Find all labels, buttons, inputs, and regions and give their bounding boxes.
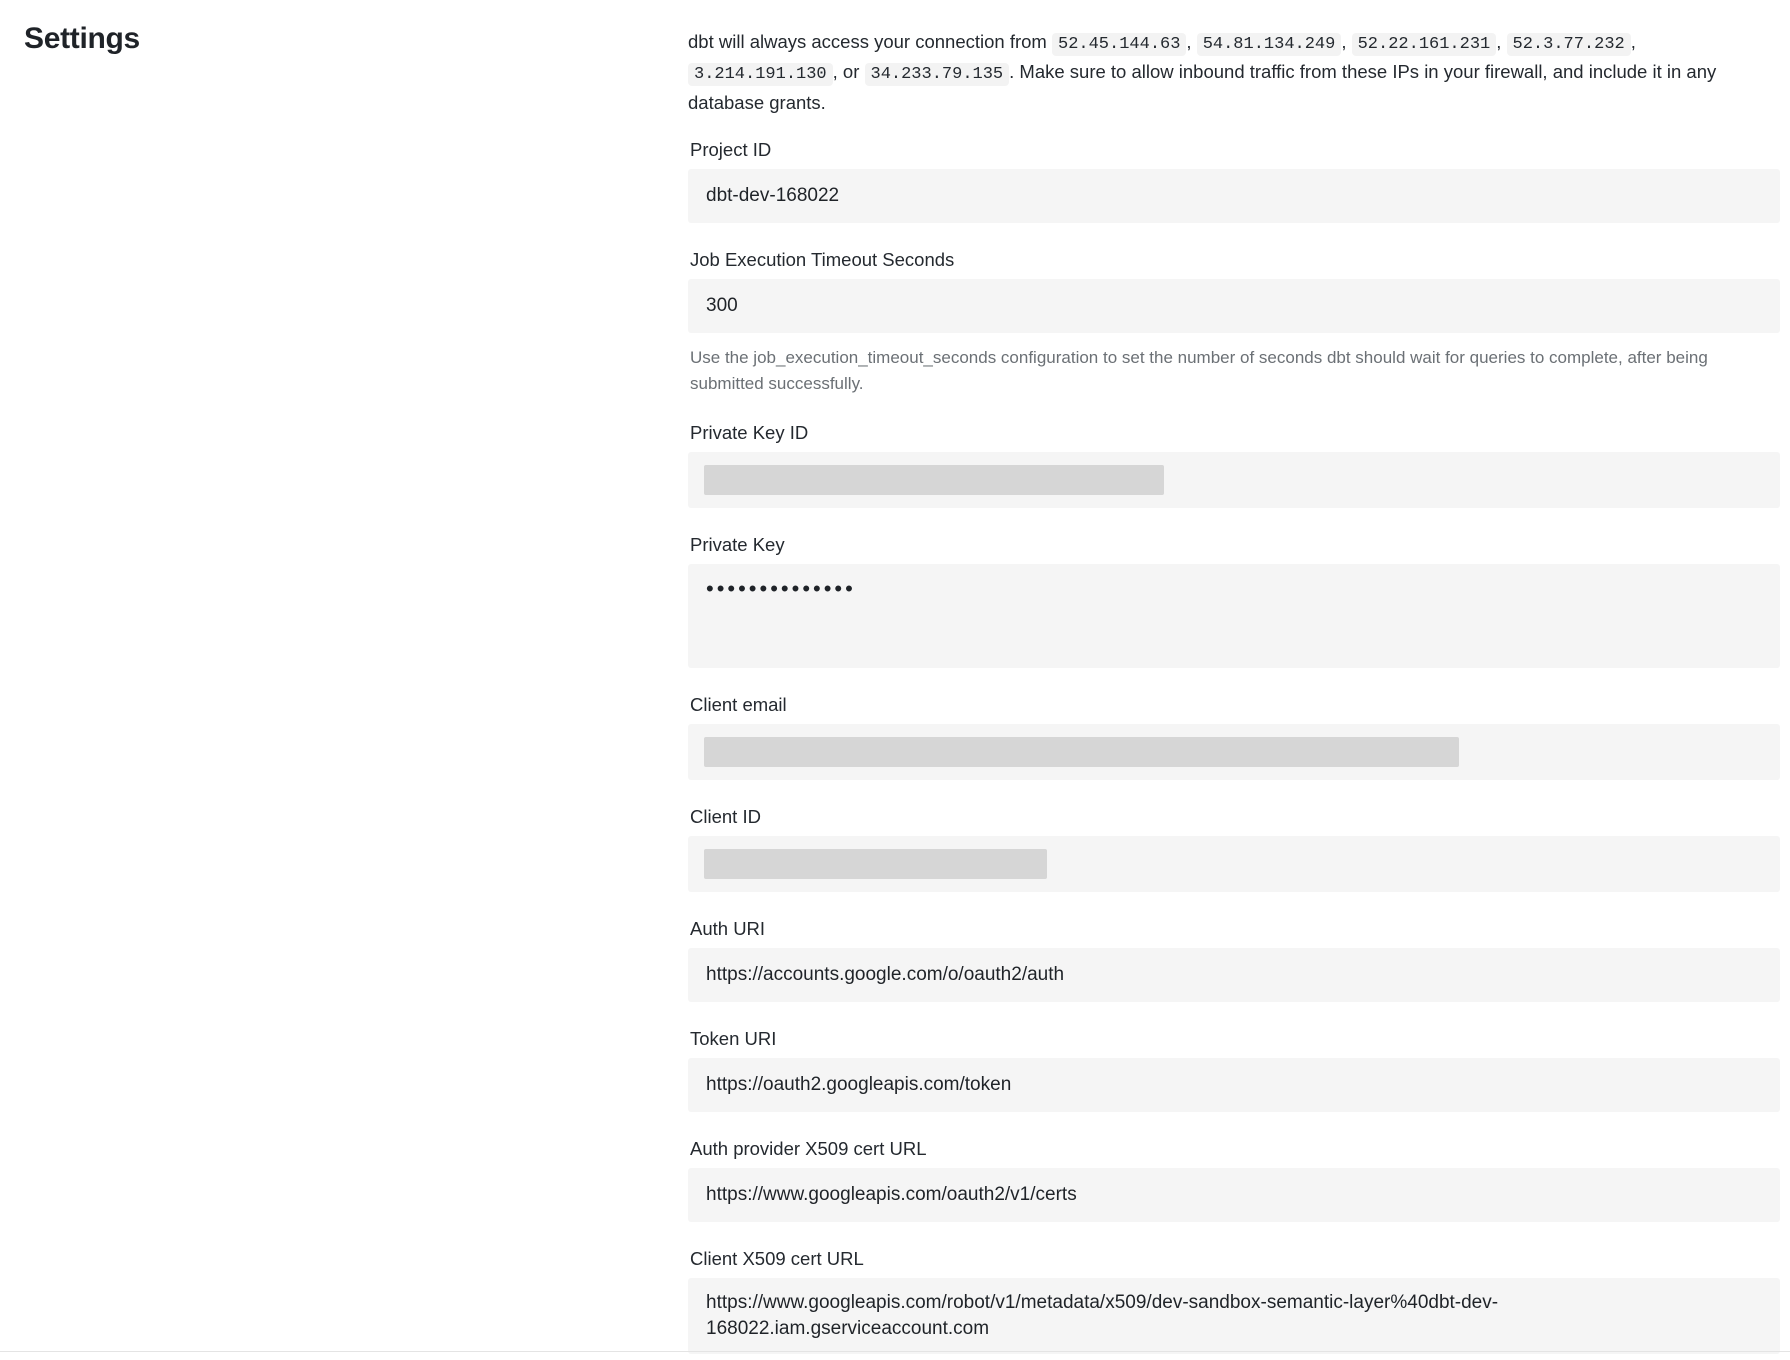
field-auth-uri xyxy=(688,918,1780,1002)
job-execution-timeout-helper: Use the job_execution_timeout_seconds configuration to set the number of seconds dbt should wait for queries to complete, after being submitted successfully. xyxy=(690,348,1708,393)
redacted-value xyxy=(704,737,1459,767)
field-client-x509-cert-url xyxy=(688,1248,1780,1353)
spacer xyxy=(688,1116,1780,1138)
auth-provider-x509-cert-url-input[interactable]: https://www.googleapis.com/oauth2/v1/certs xyxy=(688,1168,1780,1222)
field-auth-provider-x509-cert-url xyxy=(688,1138,1780,1222)
private-key-masked-value: •••••••••••••• xyxy=(706,576,856,602)
project-id-label: Project ID xyxy=(690,139,772,161)
page-title: Settings xyxy=(24,22,140,55)
private-key-id-input[interactable] xyxy=(688,452,1780,508)
private-key-input[interactable] xyxy=(688,564,1780,668)
spacer xyxy=(688,512,1780,534)
intro-sep-4: , xyxy=(1630,31,1636,52)
field-token-uri xyxy=(688,1028,1780,1112)
private-key-label: Private Key xyxy=(690,534,785,556)
token-uri-label: Token URI xyxy=(690,1028,777,1050)
ip-address-1: 52.45.144.63 xyxy=(1052,33,1186,56)
bottom-divider xyxy=(0,1351,1790,1352)
project-id-input[interactable]: dbt-dev-168022 xyxy=(688,169,1780,223)
settings-form xyxy=(688,28,1780,1358)
spacer xyxy=(688,400,1780,422)
client-id-label: Client ID xyxy=(690,806,761,828)
spacer xyxy=(688,784,1780,806)
client-email-label: Client email xyxy=(690,694,787,716)
job-execution-timeout-input[interactable]: 300 xyxy=(688,279,1780,333)
field-client-email xyxy=(688,694,1780,780)
intro-suffix: . Make sure to allow inbound traffic from these IPs in your firewall, and include it in any database grants. xyxy=(688,61,1717,113)
field-private-key-id xyxy=(688,422,1780,508)
spacer xyxy=(688,672,1780,694)
spacer xyxy=(688,1226,1780,1248)
intro-prefix: dbt will always access your connection from xyxy=(688,31,1047,52)
redacted-value xyxy=(704,465,1164,495)
private-key-id-label: Private Key ID xyxy=(690,422,809,444)
field-private-key xyxy=(688,534,1780,668)
auth-uri-label: Auth URI xyxy=(690,918,766,940)
page-scrollbar[interactable] xyxy=(1780,0,1790,1360)
connection-ip-notice xyxy=(688,28,1768,117)
ip-address-4: 52.3.77.232 xyxy=(1507,33,1631,56)
field-job-execution-timeout xyxy=(688,249,1780,396)
spacer xyxy=(688,896,1780,918)
spacer xyxy=(688,1006,1780,1028)
client-x509-cert-url-label: Client X509 cert URL xyxy=(690,1248,864,1270)
field-project-id xyxy=(688,139,1780,223)
ip-address-2: 54.81.134.249 xyxy=(1197,33,1342,56)
spacer xyxy=(688,227,1780,249)
client-id-input[interactable] xyxy=(688,836,1780,892)
ip-address-3: 52.22.161.231 xyxy=(1352,33,1497,56)
token-uri-input[interactable]: https://oauth2.googleapis.com/token xyxy=(688,1058,1780,1112)
ip-address-6: 34.233.79.135 xyxy=(865,63,1010,86)
redacted-value xyxy=(704,849,1047,879)
client-email-input[interactable] xyxy=(688,724,1780,780)
intro-sep-3: , xyxy=(1496,31,1502,52)
auth-provider-x509-cert-url-label: Auth provider X509 cert URL xyxy=(690,1138,927,1160)
intro-or: , or xyxy=(832,61,860,83)
intro-sep-2: , xyxy=(1341,31,1347,52)
job-execution-timeout-label: Job Execution Timeout Seconds xyxy=(690,249,955,271)
ip-address-5: 3.214.191.130 xyxy=(688,63,833,86)
intro-sep-1: , xyxy=(1186,31,1192,52)
client-x509-cert-url-input[interactable]: https://www.googleapis.com/robot/v1/metadata/x509/dev-sandbox-semantic-layer%40dbt-dev-168022.iam.gserviceaccount.com xyxy=(688,1278,1780,1353)
auth-uri-input[interactable]: https://accounts.google.com/o/oauth2/auth xyxy=(688,948,1780,1002)
field-client-id xyxy=(688,806,1780,892)
